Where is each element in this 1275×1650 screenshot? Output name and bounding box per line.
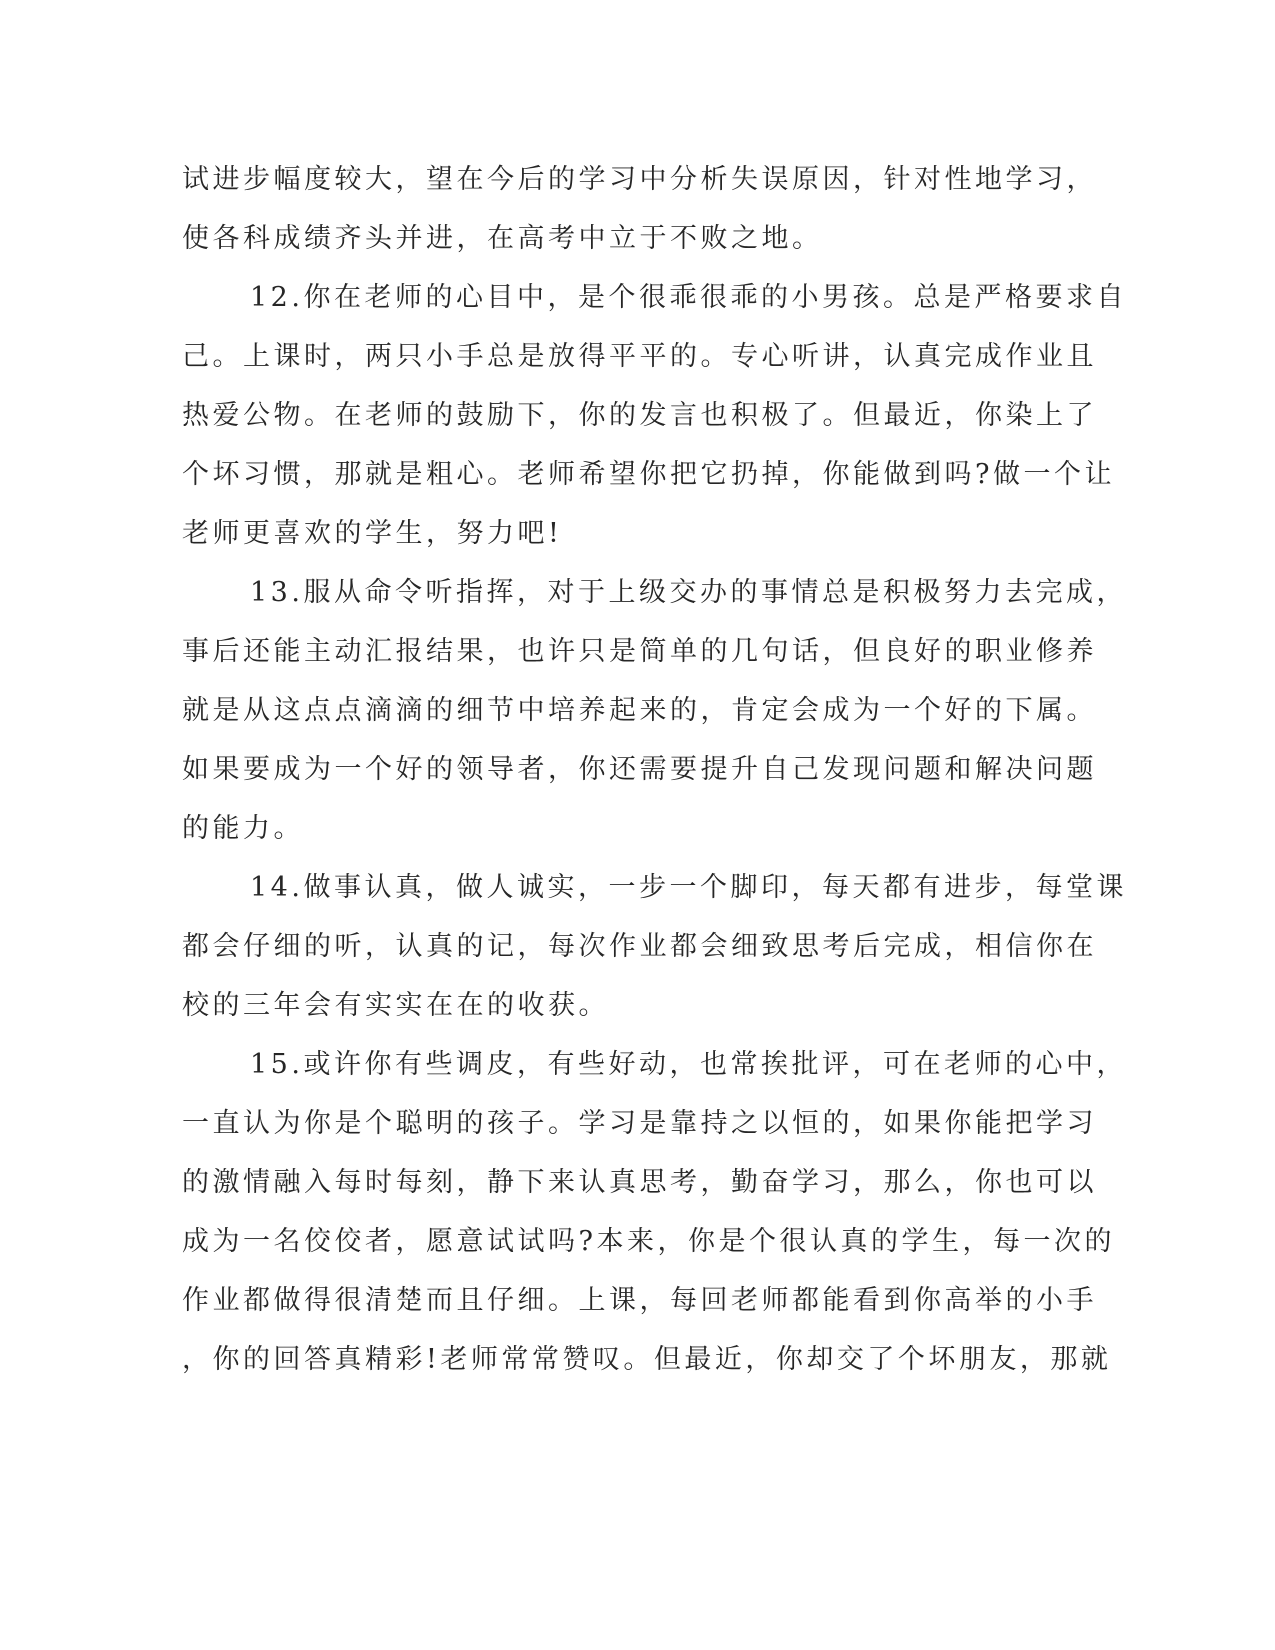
- text-line: 试进步幅度较大，望在今后的学习中分析失误原因，针对性地学习，: [182, 164, 1097, 195]
- text-line: 如果要成为一个好的领导者，你还需要提升自己发现问题和解决问题: [182, 754, 1097, 785]
- text-line: 成为一名佼佼者，愿意试试吗?本来，你是个很认真的学生，每一次的: [182, 1226, 1115, 1257]
- text-line: 都会仔细的听，认真的记，每次作业都会细致思考后完成，相信你在: [182, 931, 1097, 962]
- text-line: 一直认为你是个聪明的孩子。学习是靠持之以恒的，如果你能把学习: [182, 1108, 1097, 1139]
- text-line: 老师更喜欢的学生，努力吧!: [182, 518, 563, 549]
- paragraph-15-first-line: 15.或许你有些调皮，有些好动，也常挨批评，可在老师的心中，: [250, 1049, 1127, 1080]
- text-line: 使各科成绩齐头并进，在高考中立于不败之地。: [182, 223, 823, 254]
- text-line: 校的三年会有实实在在的收获。: [182, 990, 609, 1021]
- text-line: 的激情融入每时每刻，静下来认真思考，勤奋学习，那么，你也可以: [182, 1167, 1097, 1198]
- text-line: 就是从这点点滴滴的细节中培养起来的，肯定会成为一个好的下属。: [182, 695, 1097, 726]
- paragraph-14-first-line: 14.做事认真，做人诚实，一步一个脚印，每天都有进步，每堂课: [250, 872, 1127, 903]
- paragraph-12-first-line: 12.你在老师的心目中，是个很乖很乖的小男孩。总是严格要求自: [250, 282, 1127, 313]
- text-line: 事后还能主动汇报结果，也许只是简单的几句话，但良好的职业修养: [182, 636, 1097, 667]
- text-line: 己。上课时，两只小手总是放得平平的。专心听讲，认真完成作业且: [182, 341, 1097, 372]
- text-line: 的能力。: [182, 813, 304, 844]
- paragraph-13-first-line: 13.服从命令听指挥，对于上级交办的事情总是积极努力去完成，: [250, 577, 1127, 608]
- text-line: ，你的回答真精彩!老师常常赞叹。但最近，你却交了个坏朋友，那就: [182, 1344, 1112, 1375]
- text-line: 热爱公物。在老师的鼓励下，你的发言也积极了。但最近，你染上了: [182, 400, 1097, 431]
- text-line: 作业都做得很清楚而且仔细。上课，每回老师都能看到你高举的小手: [182, 1285, 1097, 1316]
- text-line: 个坏习惯，那就是粗心。老师希望你把它扔掉，你能做到吗?做一个让: [182, 459, 1115, 490]
